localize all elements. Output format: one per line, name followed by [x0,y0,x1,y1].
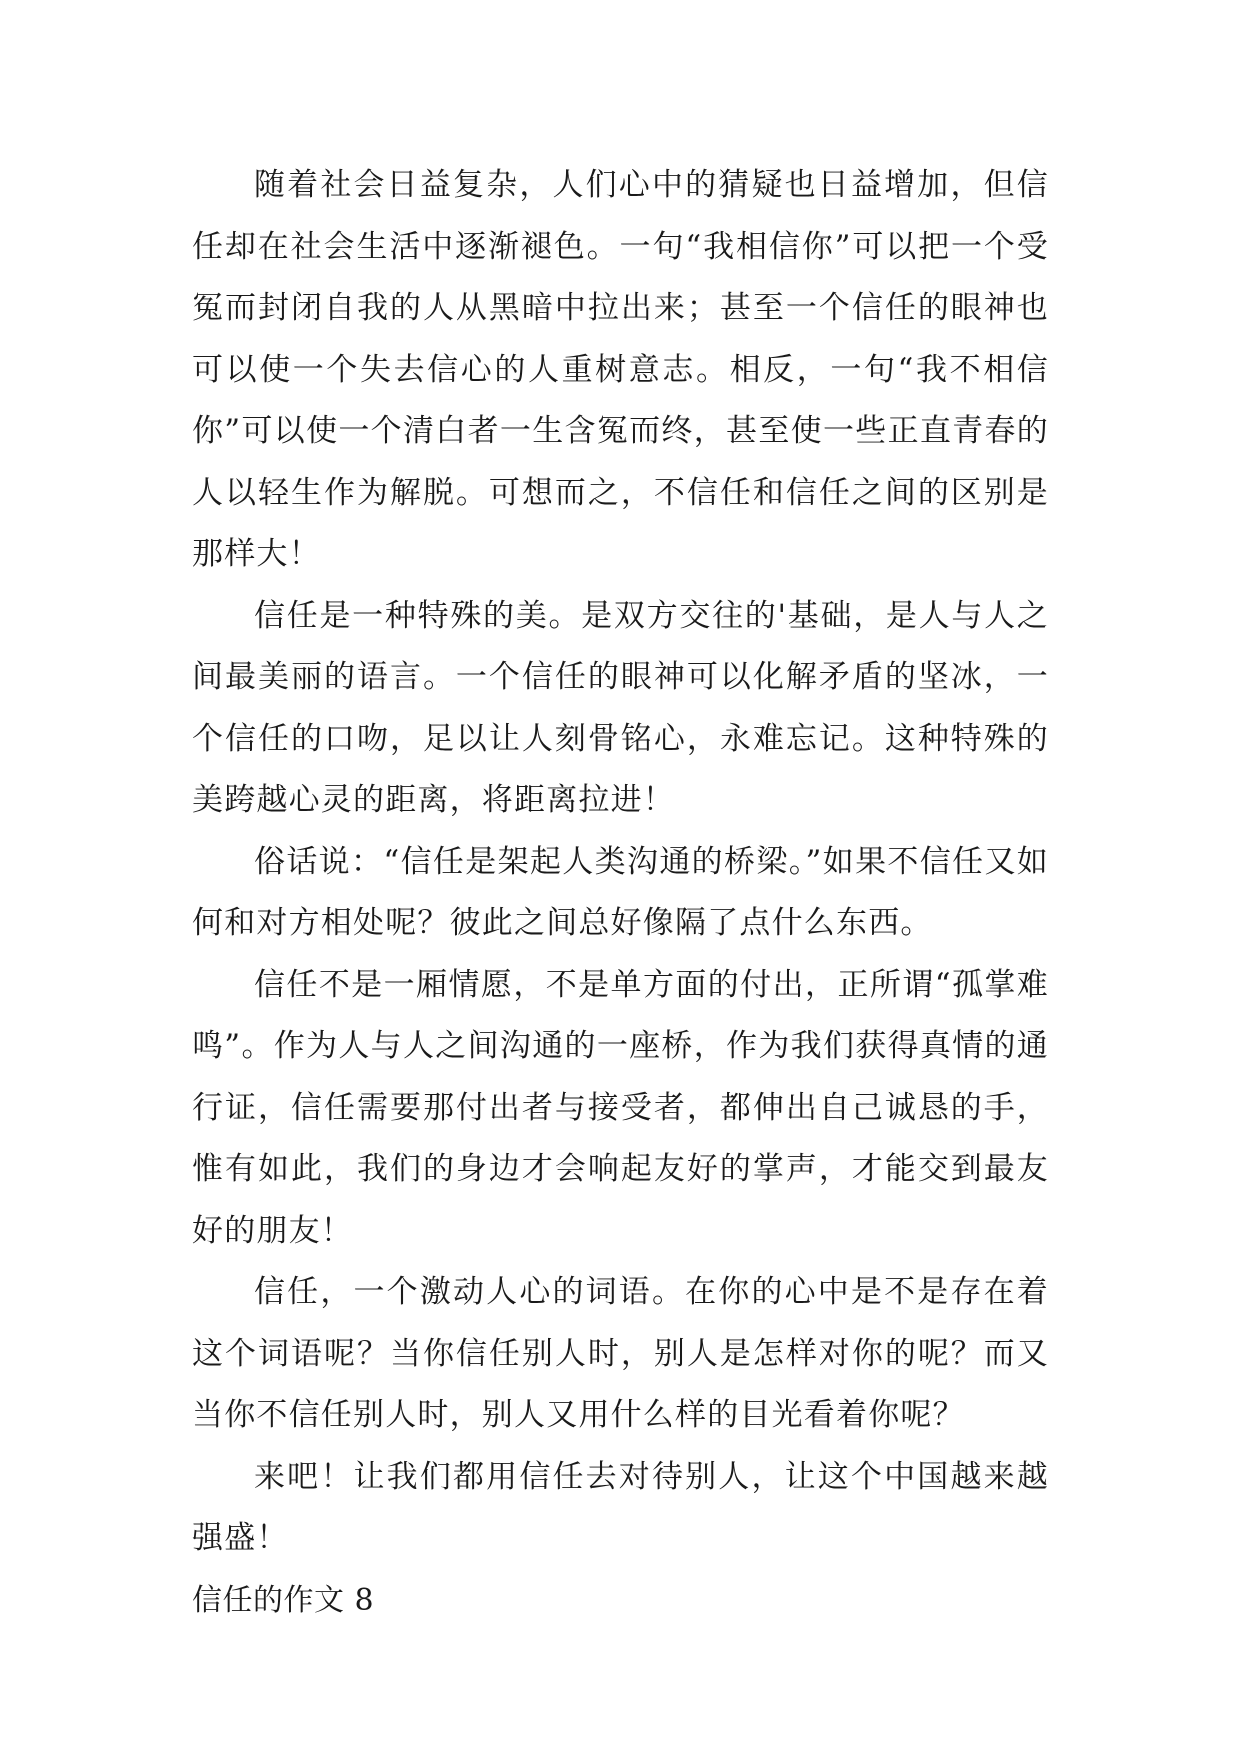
paragraph-2: 信任是一种特殊的美。是双方交往的'基础，是人与人之间最美丽的语言。一个信任的眼神可以化解矛盾的坚冰，一个信任的口吻，足以让人刻骨铭心，永难忘记。这种特殊的美跨越心灵的距离，将距离拉进！ [192,597,1049,818]
paragraph-4: 信任不是一厢情愿，不是单方面的付出，正所谓“孤掌难鸣”。作为人与人之间沟通的一座桥，作为我们获得真情的通行证，信任需要那付出者与接受者，都伸出自己诚恳的手，惟有如此，我们的身边才会响起友好的掌声，才能交到最友好的朋友！ [192,966,1049,1249]
paragraph-3: 俗话说：“信任是架起人类沟通的桥梁。”如果不信任又如何和对方相处呢？彼此之间总好像隔了点什么东西。 [192,843,1049,941]
document-body [192,155,1049,1631]
paragraph-1: 随着社会日益复杂，人们心中的猜疑也日益增加，但信任却在社会生活中逐渐褪色。一句“我相信你”可以把一个受冤而封闭自我的人从黑暗中拉出来；甚至一个信任的眼神也可以使一个失去信心的人重树意志。相反，一句“我不相信你”可以使一个清白者一生含冤而终，甚至使一些正直青春的人以轻生作为解脱。可想而之，不信任和信任之间的区别是那样大！ [192,167,1049,572]
paragraph-5: 信任，一个激动人心的词语。在你的心中是不是存在着这个词语呢？当你信任别人时，别人是怎样对你的呢？而又当你不信任别人时，别人又用什么样的目光看着你呢？ [192,1274,1049,1433]
section-heading: 信任的作文 8 [192,1582,375,1618]
paragraph-6: 来吧！让我们都用信任去对待别人，让这个中国越来越强盛！ [192,1458,1049,1556]
